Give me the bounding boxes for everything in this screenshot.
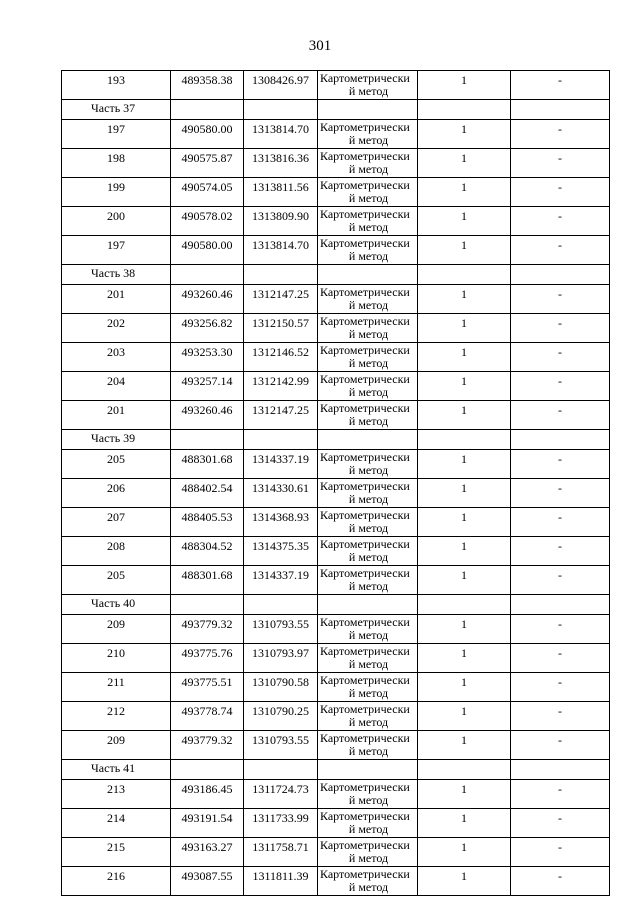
method-text-line1: Картометрически [320, 838, 410, 852]
accuracy-cell: 1 [418, 236, 511, 265]
accuracy-cell: 1 [418, 178, 511, 207]
note-cell: - [511, 838, 610, 867]
accuracy-cell: 1 [418, 314, 511, 343]
table-row [62, 809, 610, 838]
table-row [62, 702, 610, 731]
empty-cell [318, 430, 418, 450]
empty-cell [244, 595, 318, 615]
x-coordinate-cell: 493779.32 [171, 731, 244, 760]
empty-cell [511, 430, 610, 450]
x-coordinate-cell: 493087.55 [171, 867, 244, 896]
method-cell [318, 867, 418, 896]
note-cell: - [511, 149, 610, 178]
accuracy-cell: 1 [418, 537, 511, 566]
point-number-cell: 197 [62, 120, 171, 149]
note-cell: - [511, 401, 610, 430]
y-coordinate-cell: 1310793.97 [244, 644, 318, 673]
x-coordinate-cell: 493257.14 [171, 372, 244, 401]
y-coordinate-cell: 1311733.99 [244, 809, 318, 838]
x-coordinate-cell: 493778.74 [171, 702, 244, 731]
empty-cell [244, 265, 318, 285]
y-coordinate-cell: 1311724.73 [244, 780, 318, 809]
method-text-line2: й метод [348, 793, 389, 807]
point-number-cell: 193 [62, 71, 171, 100]
point-number-cell: 200 [62, 207, 171, 236]
method-cell [318, 236, 418, 265]
note-cell: - [511, 566, 610, 595]
x-coordinate-cell: 493186.45 [171, 780, 244, 809]
coordinates-table [61, 70, 610, 896]
table-row [62, 566, 610, 595]
method-text-line1: Картометрически [320, 236, 410, 250]
method-text-line1: Картометрически [320, 314, 410, 328]
accuracy-cell: 1 [418, 207, 511, 236]
y-coordinate-cell: 1313809.90 [244, 207, 318, 236]
method-text-line2: й метод [348, 327, 389, 341]
y-coordinate-cell: 1312146.52 [244, 343, 318, 372]
accuracy-cell: 1 [418, 479, 511, 508]
method-text-line1: Картометрически [320, 731, 410, 745]
method-text-line2: й метод [348, 356, 389, 370]
x-coordinate-cell: 493253.30 [171, 343, 244, 372]
y-coordinate-cell: 1310790.58 [244, 673, 318, 702]
accuracy-cell: 1 [418, 372, 511, 401]
empty-cell [511, 100, 610, 120]
method-cell [318, 450, 418, 479]
method-text-line2: й метод [348, 851, 389, 865]
method-cell [318, 537, 418, 566]
method-text-line1: Картометрически [320, 508, 410, 522]
accuracy-cell: 1 [418, 673, 511, 702]
method-text-line2: й метод [348, 628, 389, 642]
method-cell [318, 149, 418, 178]
method-text-line1: Картометрически [320, 780, 410, 794]
accuracy-cell: 1 [418, 615, 511, 644]
y-coordinate-cell: 1313814.70 [244, 236, 318, 265]
empty-cell [418, 265, 511, 285]
point-number-cell: 198 [62, 149, 171, 178]
empty-cell [511, 265, 610, 285]
method-cell [318, 401, 418, 430]
empty-cell [244, 100, 318, 120]
table-row [62, 236, 610, 265]
note-cell: - [511, 207, 610, 236]
accuracy-cell: 1 [418, 71, 511, 100]
empty-cell [318, 265, 418, 285]
accuracy-cell: 1 [418, 838, 511, 867]
y-coordinate-cell: 1310793.55 [244, 615, 318, 644]
note-cell: - [511, 450, 610, 479]
method-cell [318, 479, 418, 508]
method-text-line1: Картометрически [320, 867, 410, 881]
method-text-line1: Картометрически [320, 285, 410, 299]
method-text-line1: Картометрически [320, 401, 410, 415]
empty-cell [318, 760, 418, 780]
note-cell: - [511, 809, 610, 838]
accuracy-cell: 1 [418, 508, 511, 537]
table-row [62, 479, 610, 508]
x-coordinate-cell: 493256.82 [171, 314, 244, 343]
x-coordinate-cell: 490580.00 [171, 120, 244, 149]
x-coordinate-cell: 493779.32 [171, 615, 244, 644]
empty-cell [244, 430, 318, 450]
empty-cell [418, 100, 511, 120]
x-coordinate-cell: 490578.02 [171, 207, 244, 236]
part-label: Часть 38 [62, 265, 171, 285]
x-coordinate-cell: 493260.46 [171, 401, 244, 430]
method-cell [318, 285, 418, 314]
method-text-line2: й метод [348, 492, 389, 506]
method-text-line2: й метод [348, 744, 389, 758]
table-row [62, 615, 610, 644]
method-text-line1: Картометрически [320, 71, 410, 85]
table-row [62, 731, 610, 760]
y-coordinate-cell: 1313811.56 [244, 178, 318, 207]
method-text-line1: Картометрически [320, 343, 410, 357]
method-text-line2: й метод [348, 715, 389, 729]
method-text-line1: Картометрически [320, 809, 410, 823]
method-text-line2: й метод [348, 463, 389, 477]
method-text-line2: й метод [348, 414, 389, 428]
point-number-cell: 205 [62, 450, 171, 479]
note-cell: - [511, 537, 610, 566]
method-cell [318, 673, 418, 702]
method-text-line2: й метод [348, 249, 389, 263]
method-text-line2: й метод [348, 822, 389, 836]
y-coordinate-cell: 1312142.99 [244, 372, 318, 401]
part-label: Часть 39 [62, 430, 171, 450]
accuracy-cell: 1 [418, 867, 511, 896]
x-coordinate-cell: 490580.00 [171, 236, 244, 265]
table-row [62, 149, 610, 178]
method-text-line1: Картометрически [320, 372, 410, 386]
table-row [62, 537, 610, 566]
method-cell [318, 566, 418, 595]
point-number-cell: 197 [62, 236, 171, 265]
accuracy-cell: 1 [418, 702, 511, 731]
table-row [62, 207, 610, 236]
note-cell: - [511, 120, 610, 149]
method-text-line1: Картометрически [320, 702, 410, 716]
x-coordinate-cell: 493191.54 [171, 809, 244, 838]
x-coordinate-cell: 493260.46 [171, 285, 244, 314]
method-text-line1: Картометрически [320, 450, 410, 464]
accuracy-cell: 1 [418, 731, 511, 760]
table-row [62, 508, 610, 537]
note-cell: - [511, 314, 610, 343]
empty-cell [511, 760, 610, 780]
note-cell: - [511, 343, 610, 372]
y-coordinate-cell: 1310790.25 [244, 702, 318, 731]
method-text-line1: Картометрически [320, 566, 410, 580]
table-row [62, 285, 610, 314]
note-cell: - [511, 615, 610, 644]
note-cell: - [511, 780, 610, 809]
method-text-line2: й метод [348, 686, 389, 700]
method-cell [318, 780, 418, 809]
empty-cell [418, 430, 511, 450]
part-label: Часть 37 [62, 100, 171, 120]
note-cell: - [511, 372, 610, 401]
empty-cell [418, 760, 511, 780]
part-header-row [62, 595, 610, 615]
point-number-cell: 206 [62, 479, 171, 508]
point-number-cell: 203 [62, 343, 171, 372]
table-row [62, 673, 610, 702]
y-coordinate-cell: 1314337.19 [244, 566, 318, 595]
accuracy-cell: 1 [418, 566, 511, 595]
method-cell [318, 314, 418, 343]
x-coordinate-cell: 488402.54 [171, 479, 244, 508]
table-row [62, 867, 610, 896]
note-cell: - [511, 285, 610, 314]
method-text-line1: Картометрически [320, 149, 410, 163]
note-cell: - [511, 236, 610, 265]
y-coordinate-cell: 1312147.25 [244, 401, 318, 430]
x-coordinate-cell: 493775.51 [171, 673, 244, 702]
x-coordinate-cell: 493775.76 [171, 644, 244, 673]
point-number-cell: 209 [62, 615, 171, 644]
table-row [62, 450, 610, 479]
accuracy-cell: 1 [418, 450, 511, 479]
method-text-line2: й метод [348, 521, 389, 535]
method-text-line1: Картометрически [320, 178, 410, 192]
x-coordinate-cell: 488304.52 [171, 537, 244, 566]
method-text-line2: й метод [348, 220, 389, 234]
point-number-cell: 208 [62, 537, 171, 566]
page-number: 301 [308, 38, 332, 54]
point-number-cell: 201 [62, 401, 171, 430]
point-number-cell: 213 [62, 780, 171, 809]
point-number-cell: 212 [62, 702, 171, 731]
x-coordinate-cell: 490574.05 [171, 178, 244, 207]
method-text-line2: й метод [348, 133, 389, 147]
method-cell [318, 372, 418, 401]
point-number-cell: 207 [62, 508, 171, 537]
point-number-cell: 201 [62, 285, 171, 314]
note-cell: - [511, 508, 610, 537]
method-cell [318, 809, 418, 838]
y-coordinate-cell: 1311758.71 [244, 838, 318, 867]
accuracy-cell: 1 [418, 343, 511, 372]
point-number-cell: 211 [62, 673, 171, 702]
point-number-cell: 215 [62, 838, 171, 867]
empty-cell [511, 595, 610, 615]
note-cell: - [511, 178, 610, 207]
point-number-cell: 214 [62, 809, 171, 838]
table-row [62, 178, 610, 207]
table-row [62, 372, 610, 401]
y-coordinate-cell: 1308426.97 [244, 71, 318, 100]
method-text-line2: й метод [348, 385, 389, 399]
method-cell [318, 615, 418, 644]
empty-cell [318, 595, 418, 615]
method-text-line2: й метод [348, 657, 389, 671]
method-text-line2: й метод [348, 162, 389, 176]
part-header-row [62, 100, 610, 120]
y-coordinate-cell: 1310793.55 [244, 731, 318, 760]
method-text-line1: Картометрически [320, 537, 410, 551]
y-coordinate-cell: 1311811.39 [244, 867, 318, 896]
y-coordinate-cell: 1314375.35 [244, 537, 318, 566]
method-text-line1: Картометрически [320, 644, 410, 658]
x-coordinate-cell: 493163.27 [171, 838, 244, 867]
note-cell: - [511, 71, 610, 100]
table-row [62, 71, 610, 100]
accuracy-cell: 1 [418, 809, 511, 838]
accuracy-cell: 1 [418, 149, 511, 178]
part-header-row [62, 760, 610, 780]
x-coordinate-cell: 488301.68 [171, 450, 244, 479]
method-text-line2: й метод [348, 84, 389, 98]
point-number-cell: 202 [62, 314, 171, 343]
table-row [62, 314, 610, 343]
empty-cell [171, 595, 244, 615]
method-cell [318, 702, 418, 731]
empty-cell [171, 430, 244, 450]
accuracy-cell: 1 [418, 401, 511, 430]
table-row [62, 780, 610, 809]
method-cell [318, 120, 418, 149]
x-coordinate-cell: 489358.38 [171, 71, 244, 100]
empty-cell [171, 100, 244, 120]
coordinates-table-body [62, 71, 610, 896]
point-number-cell: 209 [62, 731, 171, 760]
x-coordinate-cell: 488405.53 [171, 508, 244, 537]
y-coordinate-cell: 1312147.25 [244, 285, 318, 314]
note-cell: - [511, 731, 610, 760]
note-cell: - [511, 702, 610, 731]
note-cell: - [511, 644, 610, 673]
part-header-row [62, 430, 610, 450]
method-cell [318, 71, 418, 100]
part-label: Часть 41 [62, 760, 171, 780]
point-number-cell: 199 [62, 178, 171, 207]
empty-cell [171, 760, 244, 780]
table-row [62, 401, 610, 430]
method-text-line2: й метод [348, 298, 389, 312]
method-cell [318, 508, 418, 537]
method-text-line1: Картометрически [320, 120, 410, 134]
y-coordinate-cell: 1314330.61 [244, 479, 318, 508]
table-row [62, 343, 610, 372]
accuracy-cell: 1 [418, 285, 511, 314]
y-coordinate-cell: 1314337.19 [244, 450, 318, 479]
table-row [62, 120, 610, 149]
empty-cell [171, 265, 244, 285]
method-cell [318, 178, 418, 207]
y-coordinate-cell: 1312150.57 [244, 314, 318, 343]
method-text-line1: Картометрически [320, 615, 410, 629]
method-text-line2: й метод [348, 191, 389, 205]
note-cell: - [511, 867, 610, 896]
x-coordinate-cell: 488301.68 [171, 566, 244, 595]
method-text-line1: Картометрически [320, 207, 410, 221]
x-coordinate-cell: 490575.87 [171, 149, 244, 178]
method-cell [318, 644, 418, 673]
table-row [62, 644, 610, 673]
y-coordinate-cell: 1313814.70 [244, 120, 318, 149]
part-header-row [62, 265, 610, 285]
accuracy-cell: 1 [418, 120, 511, 149]
empty-cell [418, 595, 511, 615]
point-number-cell: 210 [62, 644, 171, 673]
method-text-line2: й метод [348, 880, 389, 894]
part-label: Часть 40 [62, 595, 171, 615]
point-number-cell: 216 [62, 867, 171, 896]
method-text-line2: й метод [348, 579, 389, 593]
y-coordinate-cell: 1313816.36 [244, 149, 318, 178]
method-cell [318, 207, 418, 236]
note-cell: - [511, 673, 610, 702]
empty-cell [318, 100, 418, 120]
method-text-line1: Картометрически [320, 479, 410, 493]
empty-cell [244, 760, 318, 780]
method-text-line1: Картометрически [320, 673, 410, 687]
accuracy-cell: 1 [418, 780, 511, 809]
point-number-cell: 205 [62, 566, 171, 595]
method-cell [318, 731, 418, 760]
y-coordinate-cell: 1314368.93 [244, 508, 318, 537]
method-cell [318, 838, 418, 867]
table-row [62, 838, 610, 867]
accuracy-cell: 1 [418, 644, 511, 673]
method-text-line2: й метод [348, 550, 389, 564]
method-cell [318, 343, 418, 372]
note-cell: - [511, 479, 610, 508]
point-number-cell: 204 [62, 372, 171, 401]
